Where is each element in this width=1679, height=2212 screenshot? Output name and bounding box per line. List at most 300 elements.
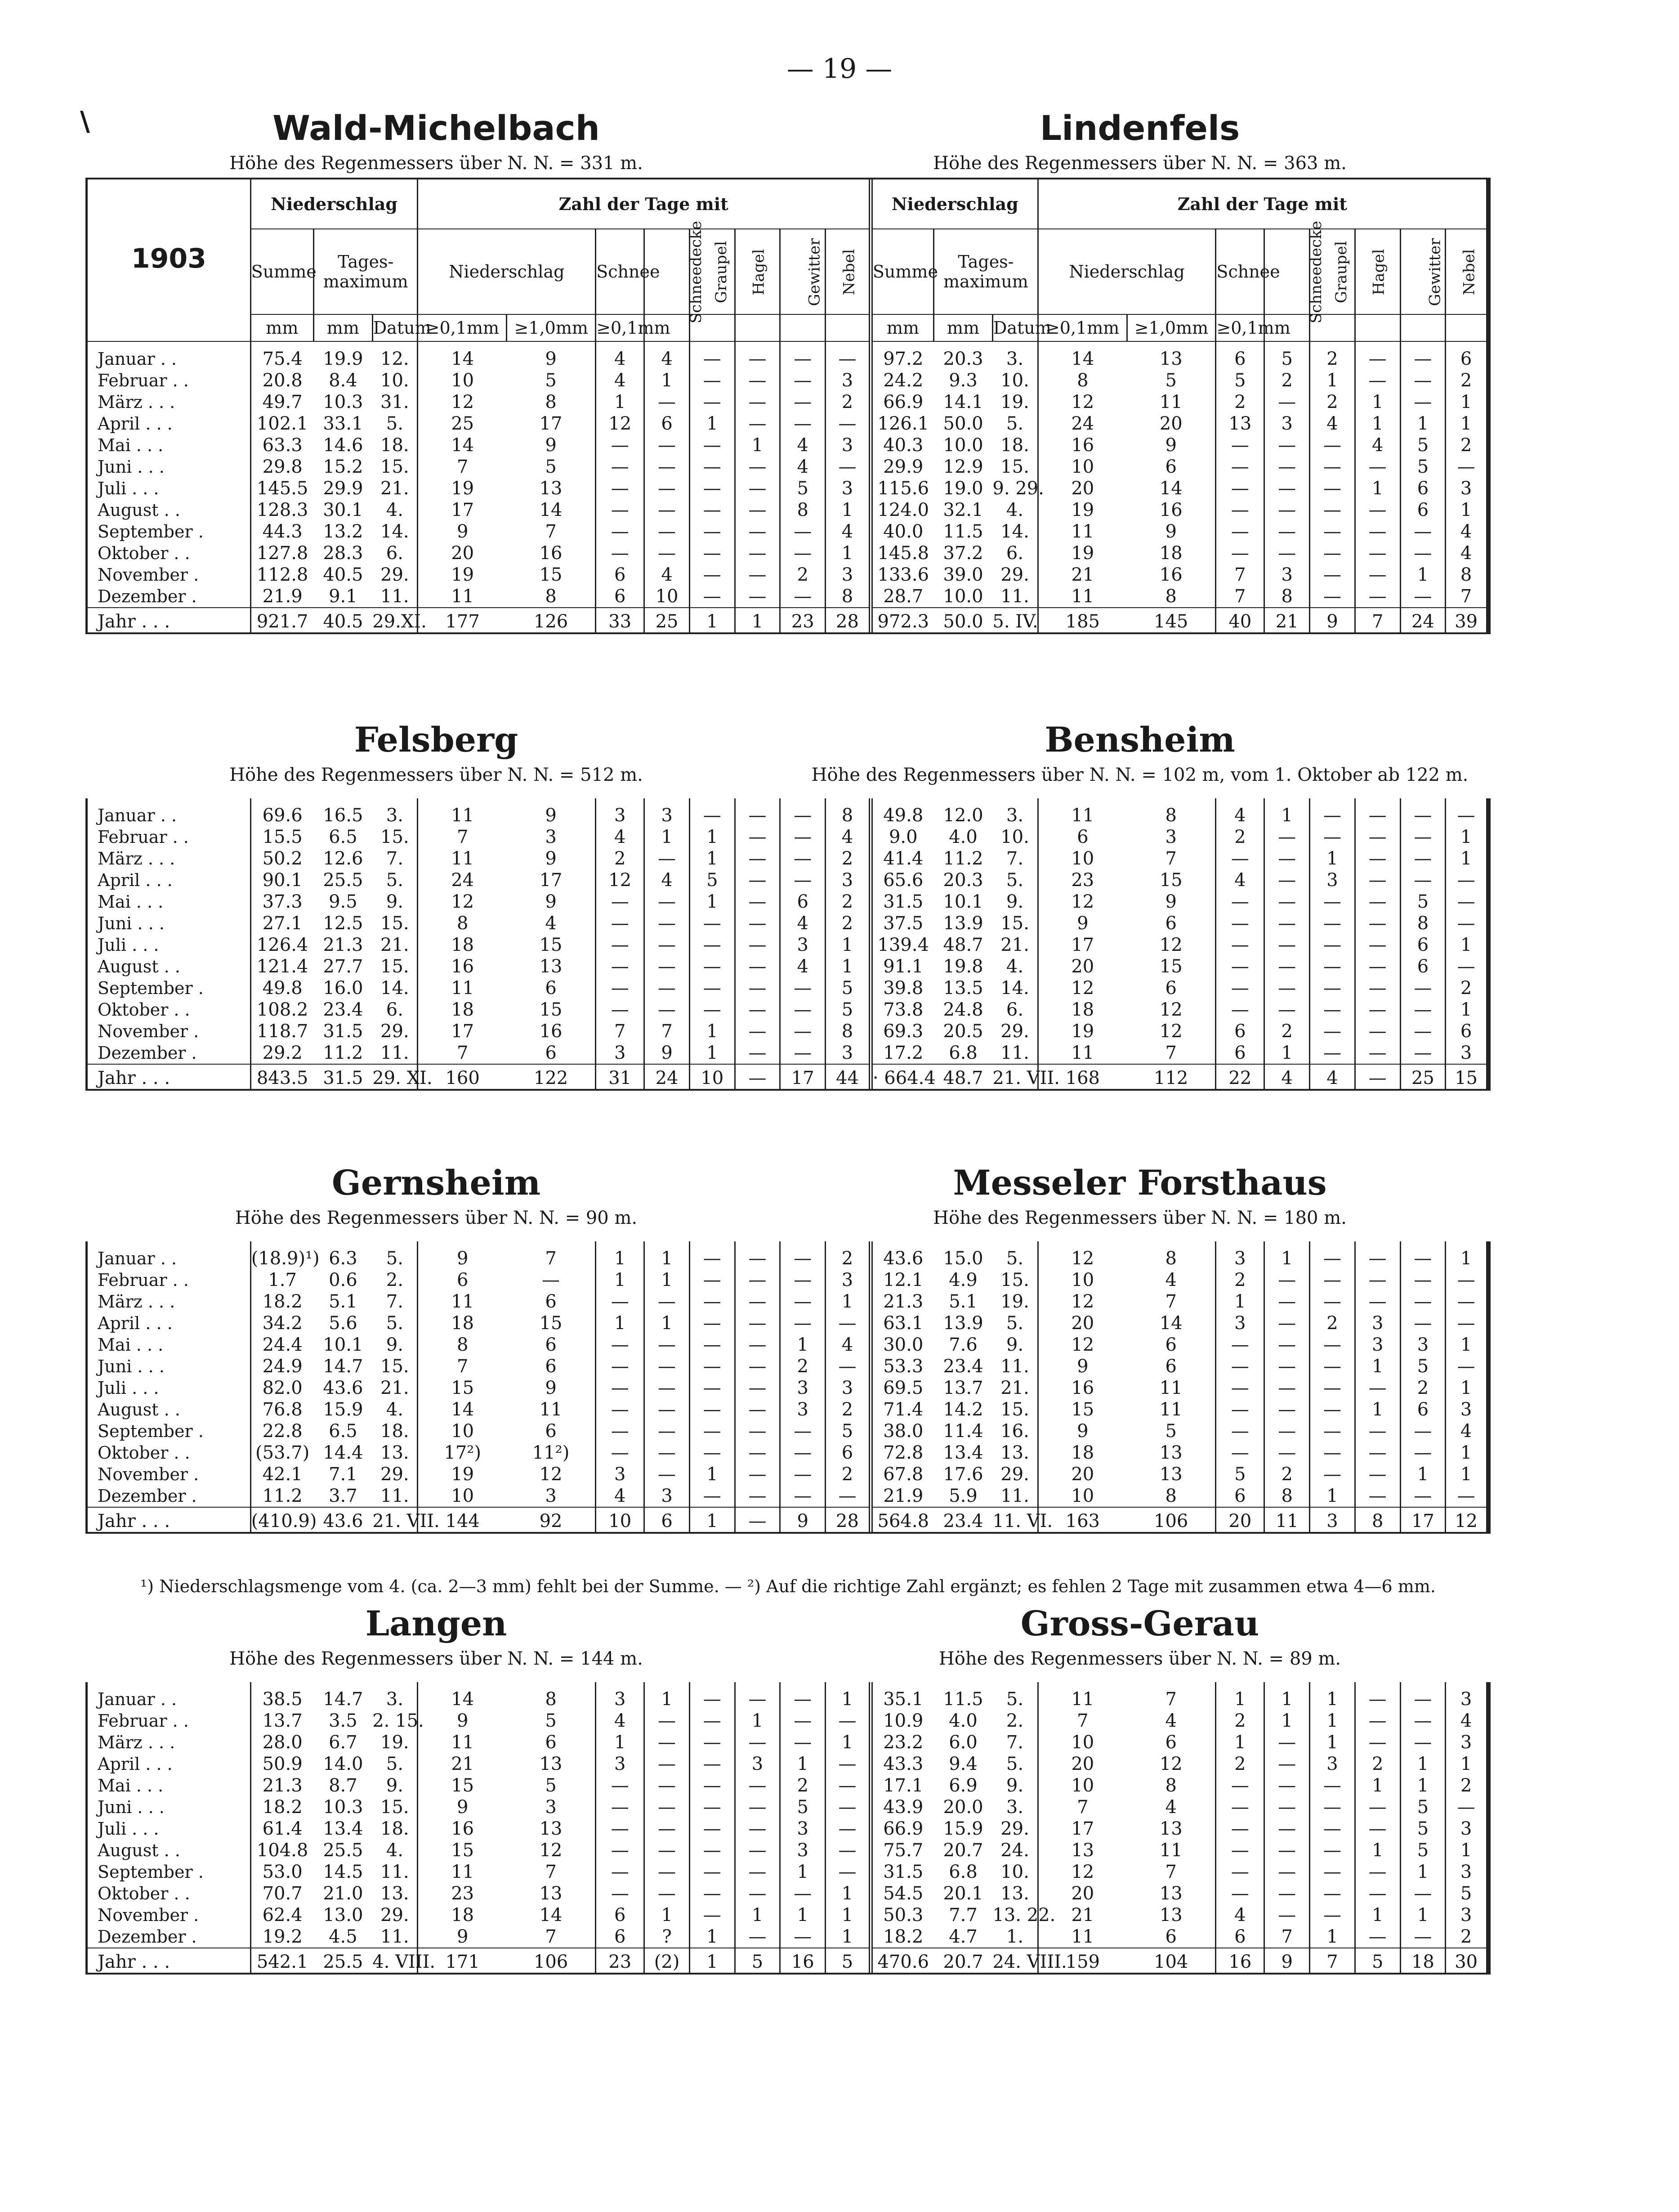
table-cell: 13.9	[943, 913, 983, 934]
table-cell: —	[1355, 370, 1400, 391]
table-row	[88, 1753, 1486, 1775]
table-cell: 3	[1400, 1334, 1446, 1356]
table-cell: 1	[1310, 370, 1355, 391]
table-cell: —	[1216, 956, 1264, 977]
table-cell: 66.9	[871, 391, 933, 413]
table-cell: 21.0	[323, 1883, 363, 1904]
table-cell: 13.7	[943, 1378, 983, 1398]
table-row	[88, 977, 1486, 999]
table-cell: 15	[418, 1377, 507, 1399]
data-table-gernsheim-messeler	[88, 1241, 1486, 1532]
table-cell: 16	[1159, 564, 1183, 585]
table-row	[88, 434, 1486, 456]
table-cell: 29.2	[250, 1042, 313, 1064]
table-cell: 972.3	[871, 608, 933, 632]
table-cell: 3	[826, 1269, 871, 1291]
header-gewitter: Gewitter	[1426, 238, 1444, 306]
table-cell: 11²)	[532, 1442, 570, 1463]
table-cell: —	[596, 542, 644, 564]
table-cell: —	[1310, 478, 1355, 499]
table-cell: 12.1	[871, 1269, 933, 1291]
table-cell: —	[644, 1861, 690, 1883]
table-cell: —	[826, 1775, 871, 1796]
table-cell: 3	[545, 1486, 557, 1506]
table-row	[88, 1775, 1486, 1796]
table-cell: 12	[1159, 1754, 1183, 1774]
table-cell: —	[1310, 934, 1355, 956]
table-cell: —	[689, 1241, 735, 1269]
table-cell: 13.	[380, 1883, 409, 1904]
row-label: September .	[98, 1421, 204, 1441]
table-cell: —	[780, 413, 826, 434]
table-cell: 9.	[386, 1334, 403, 1355]
table-cell: 9. 29.	[992, 478, 1044, 499]
table-cell: 112	[1127, 1064, 1216, 1089]
table-cell: —	[1400, 977, 1446, 999]
row-label: Februar . .	[98, 1270, 189, 1290]
table-cell: 11.	[380, 586, 409, 607]
table-cell: 1	[1400, 1464, 1446, 1485]
table-cell: 2. 15.	[372, 1710, 424, 1731]
table-cell: 1	[1446, 826, 1486, 848]
row-label: Februar . .	[98, 371, 189, 390]
table-cell: 43.3	[871, 1753, 933, 1775]
table-cell: —	[689, 586, 735, 608]
table-cell: 1	[1310, 1485, 1355, 1507]
table-cell: 14.	[1000, 978, 1029, 999]
table-cell: 7	[1165, 1291, 1177, 1312]
table-cell: —	[1264, 1356, 1310, 1377]
table-cell: 1	[1355, 413, 1400, 434]
table-cell: 8	[545, 586, 557, 607]
table-row	[88, 1377, 1486, 1399]
table-cell: 27.1	[250, 913, 313, 934]
table-cell: 19.0	[943, 478, 983, 499]
table-cell: —	[735, 934, 780, 956]
table-cell: 12	[418, 891, 507, 913]
table-cell: 17	[780, 1064, 826, 1089]
table-cell: —	[735, 370, 780, 391]
table-cell: —	[1310, 891, 1355, 913]
table-cell: 92	[507, 1507, 596, 1532]
table-cell: 5.	[386, 1754, 403, 1774]
table-cell: 6	[1165, 457, 1177, 477]
table-cell: —	[1216, 891, 1264, 913]
table-cell: 7	[1038, 1710, 1127, 1732]
table-cell: 11	[1038, 586, 1127, 608]
table-cell: 1	[1355, 1775, 1400, 1796]
table-cell: 12	[1038, 1241, 1127, 1269]
table-cell: 19.9	[323, 349, 363, 369]
table-cell: 6.9	[949, 1775, 978, 1796]
table-cell: —	[1400, 1042, 1446, 1064]
table-cell: —	[1355, 456, 1400, 478]
table-cell: 7	[545, 521, 557, 542]
table-cell: 1	[689, 848, 735, 869]
table-cell: —	[1310, 798, 1355, 826]
table-cell: —	[644, 1840, 690, 1861]
table-cell: —	[1310, 999, 1355, 1021]
table-row	[88, 1312, 1486, 1334]
table-cell: 1	[1400, 1861, 1446, 1883]
table-row	[88, 1399, 1486, 1420]
block-2	[85, 720, 1491, 1091]
unit-mm: mm	[934, 314, 993, 341]
table-cell: 3.	[386, 1689, 403, 1710]
table-cell: —	[1400, 342, 1446, 370]
table-cell: —	[1216, 1356, 1264, 1377]
table-cell: —	[1264, 478, 1310, 499]
table-cell: 8	[1355, 1507, 1400, 1532]
table-cell: 13	[1159, 1883, 1183, 1904]
table-cell: 14.4	[323, 1442, 363, 1463]
table-cell: —	[689, 1269, 735, 1291]
table-cell: —	[1355, 542, 1400, 564]
table-cell: —	[1355, 826, 1400, 848]
table-cell: 4	[596, 342, 644, 370]
table-cell: —	[1400, 869, 1446, 891]
table-cell: —	[780, 1442, 826, 1464]
table-cell: 10.	[1000, 370, 1029, 391]
table-cell: 133.6	[871, 564, 933, 586]
table-cell: —	[644, 934, 690, 956]
table-cell: 160	[418, 1064, 507, 1089]
table-cell: 5	[1165, 370, 1177, 391]
unit-ge-0-1: ≥0,1mm	[418, 314, 507, 341]
table-cell: 8.4	[329, 370, 357, 391]
table-cell: —	[1216, 1861, 1264, 1883]
table-cell: 1	[1310, 1682, 1355, 1710]
table-cell: 4	[596, 1710, 644, 1732]
table-cell: —	[596, 956, 644, 977]
table-row	[88, 342, 1486, 370]
table-cell: 2	[1216, 1710, 1264, 1732]
table-cell: 4	[644, 564, 690, 586]
table-cell: 16.0	[323, 978, 363, 999]
unit-ge-1-0: ≥1,0mm	[1127, 314, 1216, 341]
table-cell: 1	[1264, 1682, 1310, 1710]
table-cell: 3	[1165, 827, 1177, 847]
table-cell: —	[1400, 1883, 1446, 1904]
table-cell: —	[644, 434, 690, 456]
table-cell: —	[1310, 1241, 1355, 1269]
table-cell: 9.0	[871, 826, 933, 848]
row-label: April . . .	[98, 1313, 173, 1333]
table-cell: —	[1355, 934, 1400, 956]
table-cell: 6	[1400, 478, 1446, 499]
table-cell: 15.2	[323, 457, 363, 477]
table-cell: —	[1446, 456, 1486, 478]
station-title-gross-gerau: Gross-Gerau	[1020, 1603, 1259, 1643]
table-cell: 4	[826, 521, 871, 542]
table-cell: 127.8	[250, 542, 313, 564]
table-cell: —	[735, 1507, 780, 1532]
table-cell: —	[1216, 1883, 1264, 1904]
table-cell: —	[1400, 1442, 1446, 1464]
table-cell: 7	[1165, 1689, 1177, 1710]
table-cell: —	[1400, 999, 1446, 1021]
table-cell: 22	[1216, 1064, 1264, 1089]
table-cell: 1	[826, 1883, 871, 1904]
table-cell: 14	[1159, 1313, 1183, 1334]
table-cell: 16	[418, 956, 507, 977]
table-cell: 40.0	[871, 521, 933, 542]
table-cell: 11	[418, 1291, 507, 1312]
table-cell: 11	[1038, 521, 1127, 542]
table-cell: 21.9	[250, 586, 313, 608]
header-zahl-der-tage: Zahl der Tage mit	[1038, 179, 1486, 229]
table-cell: —	[1216, 542, 1264, 564]
table-cell: 9.3	[949, 370, 978, 391]
table-cell: 1	[1446, 1840, 1486, 1861]
table-cell: 5	[1400, 456, 1446, 478]
table-cell: —	[1355, 1241, 1400, 1269]
table-cell: 3	[596, 798, 644, 826]
table-cell: 5	[1446, 1883, 1486, 1904]
table-cell: —	[1355, 1861, 1400, 1883]
table-cell: —	[1355, 1042, 1400, 1064]
table-cell: 1	[689, 826, 735, 848]
table-cell: 5	[1355, 1948, 1400, 1973]
table-cell: —	[735, 1269, 780, 1291]
table-cell: 20	[1159, 413, 1183, 434]
table-cell: 20	[1038, 478, 1127, 499]
table-cell: 1	[826, 499, 871, 521]
table-cell: 2	[780, 1356, 826, 1377]
table-cell: 2	[1446, 977, 1486, 999]
table-cell: —	[735, 391, 780, 413]
table-cell: —	[644, 1356, 690, 1377]
row-label: Mai . . .	[98, 892, 164, 912]
table-cell: 31.5	[314, 1064, 373, 1089]
table-cell: 1	[1216, 1291, 1264, 1312]
table-cell: 126	[507, 608, 596, 632]
table-cell: —	[689, 1485, 735, 1507]
table-cell: 3	[780, 1377, 826, 1399]
table-cell: —	[1264, 848, 1310, 869]
table-cell: 1	[1446, 1241, 1486, 1269]
table-cell: 31.5	[871, 891, 933, 913]
table-cell: 12	[1038, 1291, 1127, 1312]
table-cell: —	[1400, 1312, 1446, 1334]
table-cell: —	[1446, 1485, 1486, 1507]
table-cell: 13	[1159, 349, 1183, 369]
table-cell: 17	[1038, 1818, 1127, 1840]
table-cell: 50.0	[934, 608, 993, 632]
table-cell: 9.5	[329, 891, 357, 912]
table-cell: 69.5	[871, 1377, 933, 1399]
table-cell: 13.4	[323, 1818, 363, 1839]
table-cell: 19	[1038, 542, 1127, 564]
footnote: ¹) Niederschlagsmenge vom 4. (ca. 2—3 mm) fehlt bei der Summe. — ²) Auf die richtige Zahl ergänzt; es fehlen 2 Tage mit zusammen etwa 4—6 mm.	[140, 1576, 1436, 1596]
table-cell: —	[1310, 1399, 1355, 1420]
table-cell: 5.	[386, 413, 403, 434]
table-cell: 11.	[1000, 1486, 1029, 1506]
table-cell: 28.0	[250, 1732, 313, 1753]
table-cell: —	[1264, 1732, 1310, 1753]
table-cell: 20.0	[943, 1797, 983, 1818]
table-cell: 14	[418, 342, 507, 370]
table-cell: 4	[596, 370, 644, 391]
table-cell: —	[780, 1241, 826, 1269]
table-cell: 9	[1038, 913, 1127, 934]
table-row	[88, 1269, 1486, 1291]
table-cell: 15	[1038, 1399, 1127, 1420]
table-cell: —	[735, 542, 780, 564]
table-cell: 19	[418, 564, 507, 586]
table-cell: 16	[539, 1021, 563, 1042]
table-cell: —	[644, 1464, 690, 1485]
table-cell: 9.	[1006, 891, 1024, 912]
table-cell: 1	[826, 1732, 871, 1753]
table-cell: 6	[596, 586, 644, 608]
table-cell: 3	[780, 1399, 826, 1420]
table-cell: 126.1	[871, 413, 933, 434]
row-label: Jahr . . .	[88, 608, 250, 632]
table-cell: 8	[1165, 1486, 1177, 1506]
table-cell: —	[1400, 370, 1446, 391]
table-cell: 6.0	[949, 1732, 978, 1753]
table-cell: 15.9	[943, 1818, 983, 1839]
table-cell: —	[1355, 848, 1400, 869]
table-cell: 843.5	[250, 1064, 313, 1089]
table-cell: —	[735, 499, 780, 521]
table-cell: —	[1355, 1064, 1400, 1089]
table-cell: 5	[545, 1775, 557, 1796]
table-cell: 13.	[1000, 1442, 1029, 1463]
table-cell: 28.3	[323, 543, 363, 564]
table-cell: 1	[780, 1753, 826, 1775]
table-cell: —	[1310, 1840, 1355, 1861]
table-cell: —	[1310, 826, 1355, 848]
table-cell: 12.	[380, 349, 409, 369]
table-cell: 11.	[1000, 586, 1029, 607]
table-cell: 69.6	[250, 798, 313, 826]
table-cell: 2	[826, 848, 871, 869]
row-label: Juni . . .	[98, 457, 165, 477]
row-label: September .	[98, 978, 204, 998]
table-cell: 18	[1159, 543, 1183, 564]
table-cell: 9.	[1006, 1334, 1024, 1355]
table-cell: 75.7	[871, 1840, 933, 1861]
table-cell: —	[1355, 913, 1400, 934]
table-cell: 11	[418, 798, 507, 826]
table-cell: 43.6	[323, 1378, 363, 1398]
table-cell: 12	[1038, 391, 1127, 413]
table-cell: —	[689, 1775, 735, 1796]
header-schneedecke: Schneedecke	[687, 220, 706, 324]
table-cell: 3	[1446, 1818, 1486, 1840]
table-cell: 10.9	[871, 1710, 933, 1732]
table-cell: —	[596, 1796, 644, 1818]
table-cell: —	[1216, 934, 1264, 956]
row-label: August . .	[98, 1840, 180, 1860]
table-cell: —	[1264, 1796, 1310, 1818]
table-cell: 2	[1446, 1926, 1486, 1948]
table-cell: —	[596, 1442, 644, 1464]
table-cell: 14	[1038, 342, 1127, 370]
table-cell: 11.	[380, 1926, 409, 1947]
table-cell: —	[735, 1442, 780, 1464]
table-cell: —	[735, 413, 780, 434]
table-cell: —	[1355, 342, 1400, 370]
table-cell: 11.	[1000, 1043, 1029, 1063]
table-cell: —	[735, 1818, 780, 1840]
table-cell: 82.0	[250, 1377, 313, 1399]
table-cell: —	[780, 999, 826, 1021]
table-cell: —	[1216, 913, 1264, 934]
table-cell: 13	[539, 956, 563, 977]
table-cell: 9	[545, 1378, 557, 1398]
table-cell: —	[1216, 456, 1264, 478]
table-cell: 6	[826, 1442, 871, 1464]
table-cell: —	[596, 1775, 644, 1796]
table-cell: —	[1264, 1442, 1310, 1464]
table-cell: 3	[1446, 1904, 1486, 1926]
table-cell: 7	[1165, 1043, 1177, 1063]
table-cell: 61.4	[250, 1818, 313, 1840]
table-cell: 8	[418, 913, 507, 934]
table-cell: —	[1264, 869, 1310, 891]
table-cell: —	[826, 1796, 871, 1818]
table-cell: —	[780, 1021, 826, 1042]
table-cell: 20.1	[943, 1883, 983, 1904]
table-cell: 9	[1264, 1948, 1310, 1973]
station-height-gross-gerau: Höhe des Regenmessers über N. N. = 89 m.	[938, 1648, 1341, 1669]
table-cell: 4.	[386, 1399, 403, 1420]
table-row	[88, 934, 1486, 956]
table-cell: 6.	[386, 543, 403, 564]
table-cell: —	[1355, 1269, 1400, 1291]
table-cell: 7	[418, 826, 507, 848]
row-label: März . . .	[98, 1292, 175, 1312]
table-cell: 6.8	[949, 1043, 978, 1063]
table-cell: 23	[596, 1948, 644, 1973]
table-cell: 29.	[380, 564, 409, 585]
table-cell: —	[735, 1883, 780, 1904]
table-cell: —	[1310, 1291, 1355, 1312]
row-label: April . . .	[98, 870, 173, 890]
table-cell: —	[735, 1021, 780, 1042]
row-label: September .	[98, 1862, 204, 1882]
table-cell: 2	[1264, 370, 1310, 391]
header-zahl-der-tage: Zahl der Tage mit	[418, 179, 871, 229]
table-cell: 13	[1159, 1905, 1183, 1925]
table-cell: 4	[1216, 1904, 1264, 1926]
table-cell: —	[1446, 956, 1486, 977]
table-row	[88, 1861, 1486, 1883]
table-row	[88, 521, 1486, 542]
table-cell: —	[596, 1399, 644, 1420]
table-cell: 106	[507, 1948, 596, 1973]
table-cell: 15.	[1000, 913, 1029, 934]
table-cell: 1	[1264, 1710, 1310, 1732]
table-cell: 921.7	[250, 608, 313, 632]
table-cell: 6	[545, 1291, 557, 1312]
table-cell: —	[1310, 1334, 1355, 1356]
table-cell: 8	[545, 392, 557, 412]
table-cell: 44.3	[250, 521, 313, 542]
table-row	[88, 826, 1486, 848]
table-cell: 3.7	[329, 1486, 357, 1506]
table-cell: 12	[1159, 1021, 1183, 1042]
table-cell: —	[596, 977, 644, 999]
table-cell: 15.	[380, 827, 409, 847]
table-cell: 39.8	[871, 977, 933, 999]
table-cell: 5.	[1006, 413, 1024, 434]
table-row	[88, 542, 1486, 564]
table-cell: 177	[418, 608, 507, 632]
